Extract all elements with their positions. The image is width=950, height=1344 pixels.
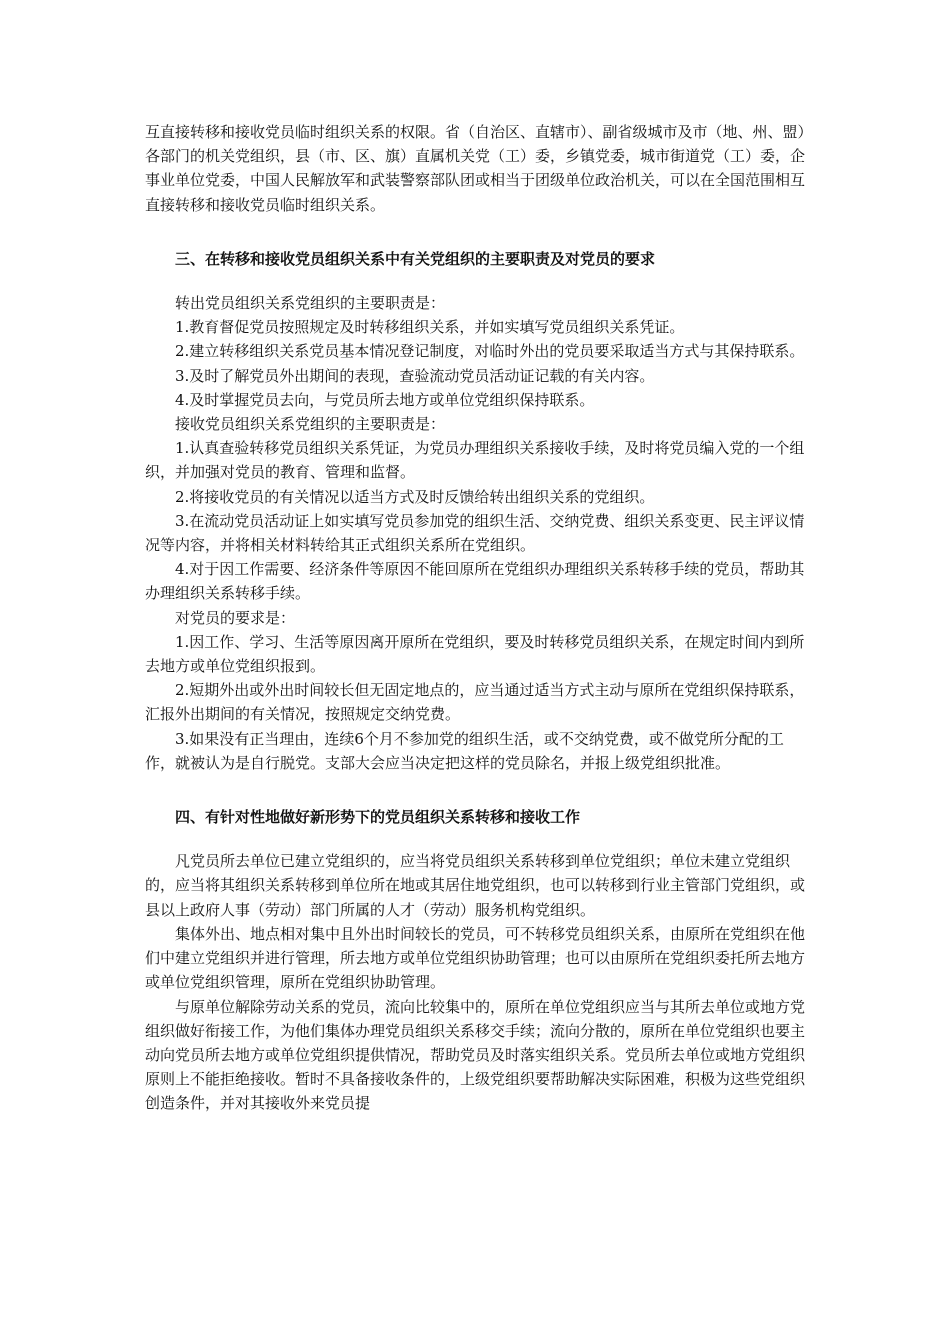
section4-paragraph-3: 与原单位解除劳动关系的党员，流向比较集中的，原所在单位党组织应当与其所去单位或地方党组织做好衔接工作，为他们集体办理党员组织关系移交手续；流向分散的，原所在单位党组织也要主动向党员所去地方或单位党组织提供情况，帮助党员及时落实组织关系。党员所去单位或地方党组织原则上不能拒绝接收。暂时不具备接收条件的，上级党组织要帮助解决实际困难，积极为这些党组织创造条件，并对其接收外来党员提 [145,997,806,1113]
incoming-duty-1: 1.认真查验转移党员组织关系凭证，为党员办理组织关系接收手续，及时将党员编入党的一个组织，并加强对党员的教育、管理和监督。 [145,439,805,482]
outgoing-duty-4: 4.及时掌握党员去向，与党员所去地方或单位党组织保持联系。 [175,390,595,409]
member-requirements-intro: 对党员的要求是： [175,608,296,627]
outgoing-duty-2: 2.建立转移组织关系党员基本情况登记制度，对临时外出的党员要采取适当方式与其保持联系。 [175,342,805,361]
incoming-duty-2: 2.将接收党员的有关情况以适当方式及时反馈给转出组织关系的党组织。 [175,487,655,506]
document-page [145,120,813,1116]
section4-paragraph-2: 集体外出、地点相对集中且外出时间较长的党员，可不转移党员组织关系，由原所在党组织在他们中建立党组织并进行管理，所去地方或单位党组织协助管理；也可以由原所在党组织委托所去地方或单位党组织管理，原所在党组织协助管理。 [145,924,806,992]
section3-heading: 三、在转移和接收党员组织关系中有关党组织的主要职责及对党员的要求 [175,249,656,268]
section2-continuation: 互直接转移和接收党员临时组织关系的权限。省（自治区、直辖市）、副省级城市及市（地、州、盟）各部门的机关党组织，县（市、区、旗）直属机关党（工）委，乡镇党委，城市街道党（工）委，企事业单位党委，中国人民解放军和武装警察部队团或相当于团级单位政治机关，可以在全国范围相互直接转移和接收党员临时组织关系。 [145,123,813,214]
outgoing-duty-3: 3.及时了解党员外出期间的表现，查验流动党员活动证记载的有关内容。 [175,366,655,385]
section4-heading: 四、有针对性地做好新形势下的党员组织关系转移和接收工作 [175,808,581,827]
outgoing-duties-intro: 转出党员组织关系党组织的主要职责是： [175,294,446,313]
outgoing-duty-1: 1.教育督促党员按照规定及时转移组织关系，并如实填写党员组织关系凭证。 [175,318,685,337]
incoming-duties-intro: 接收党员组织关系党组织的主要职责是： [175,415,446,434]
incoming-duty-3: 3.在流动党员活动证上如实填写党员参加党的组织生活、交纳党费、组织关系变更、民主评议情况等内容，并将相关材料转给其正式组织关系所在党组织。 [145,511,805,555]
section4-paragraph-1: 凡党员所去单位已建立党组织的，应当将党员组织关系转移到单位党组织；单位未建立党组织的，应当将其组织关系转移到单位所在地或其居住地党组织，也可以转移到行业主管部门党组织，或县以上政府人事（劳动）部门所属的人才（劳动）服务机构党组织。 [145,852,806,919]
member-requirement-2: 2.短期外出或外出时间较长但无固定地点的，应当通过适当方式主动与原所在党组织保持联系，汇报外出期间的有关情况，按照规定交纳党费。 [145,681,805,724]
member-requirement-3: 3.如果没有正当理由，连续6个月不参加党的组织生活，或不交纳党费，或不做党所分配的工作，就被认为是自行脱党。支部大会应当决定把这样的党员除名，并报上级党组织批准。 [145,729,784,772]
incoming-duty-4: 4.对于因工作需要、经济条件等原因不能回原所在党组织办理组织关系转移手续的党员，帮助其办理组织关系转移手续。 [145,560,805,603]
member-requirement-1: 1.因工作、学习、生活等原因离开原所在党组织，要及时转移党员组织关系，在规定时间内到所去地方或单位党组织报到。 [145,632,805,676]
